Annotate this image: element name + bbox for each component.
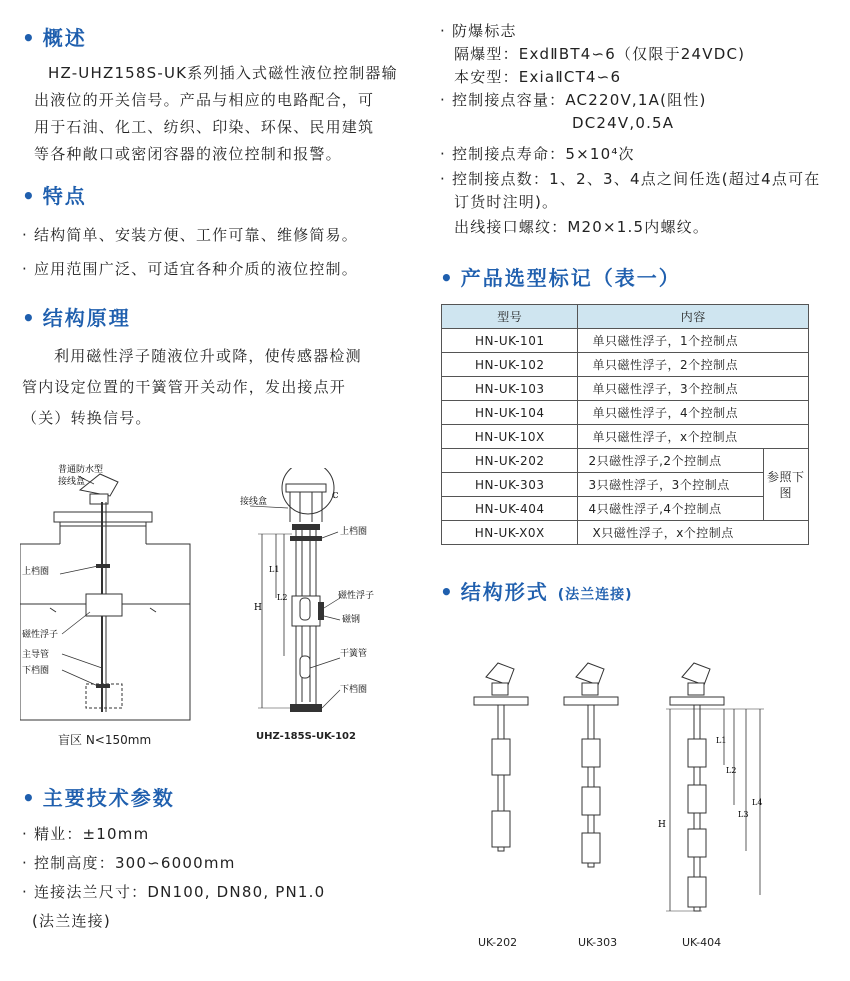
dim-L3: L3 <box>738 810 749 819</box>
caption-uk-303: UK-303 <box>578 936 618 949</box>
section-overview-heading: • 概述 <box>22 26 87 50</box>
label-lower-stop: 下档圈 <box>340 685 368 695</box>
thread-line: 出线接口螺纹：M20×1.5内螺纹。 <box>454 218 710 236</box>
label-upper-stop: 上档圈 <box>340 527 368 537</box>
dim-L4: L4 <box>752 798 763 807</box>
label-magnet: 磁钢 <box>342 615 361 625</box>
cell-model: HN-UK-103 <box>442 377 578 401</box>
principle-line: 利用磁性浮子随液位升或降，使传感器检测 <box>54 347 362 365</box>
cell-content: X只磁性浮子，x个控制点 <box>578 521 809 545</box>
cell-content: 单只磁性浮子，3个控制点 <box>578 377 809 401</box>
cell-model: HN-UK-104 <box>442 401 578 425</box>
overview-line: 用于石油、化工、纺织、印染、环保、民用建筑 <box>34 118 375 136</box>
section-selection-heading: • 产品选型标记（表一） <box>440 266 681 290</box>
header-content: 内容 <box>578 305 809 329</box>
params-list <box>22 820 325 936</box>
model-uk-202 <box>474 663 528 851</box>
table-row <box>442 401 809 425</box>
param-item: · 精业：±10mm <box>22 825 150 843</box>
params-title: 主要技术参数 <box>42 786 175 810</box>
sensor-diagram-caption: UHZ-185S-UK-102 <box>256 731 356 742</box>
capacity-line2: DC24V,0.5A <box>572 114 675 132</box>
model-uk-303 <box>564 663 618 867</box>
structure-subtitle: (法兰连接) <box>557 587 633 603</box>
explosion-label: · 防爆标志 <box>440 22 517 40</box>
structure-title: 结构形式 <box>460 580 549 604</box>
svg-text:ℂ: ℂ <box>332 491 339 500</box>
dim-H: H <box>658 820 666 830</box>
label-box-type: 普通防水型 <box>58 465 104 475</box>
table-row <box>442 425 809 449</box>
overview-line: 出液位的开关信号。产品与相应的电路配合，可 <box>34 91 375 109</box>
label-junction-box: 接线盒 <box>58 477 86 487</box>
table-note: 参照下图 <box>763 449 809 521</box>
selection-table <box>441 304 809 545</box>
cell-content: 2只磁性浮子,2个控制点 <box>578 449 763 473</box>
table-header-row <box>442 305 809 329</box>
table-title: 产品选型标记（表一） <box>460 266 681 290</box>
table-row <box>442 521 809 545</box>
label-lower-stop: 下档圈 <box>22 666 50 676</box>
dim-L2: L2 <box>277 593 288 602</box>
principle-line: （关）转换信号。 <box>22 409 152 427</box>
table-row <box>442 377 809 401</box>
features-list <box>22 222 358 283</box>
model-uk-404 <box>658 663 764 911</box>
dim-H: H <box>254 603 262 613</box>
cell-content: 4只磁性浮子,4个控制点 <box>578 497 763 521</box>
cell-content: 单只磁性浮子，1个控制点 <box>578 329 809 353</box>
cell-content: 单只磁性浮子，2个控制点 <box>578 353 809 377</box>
table-row <box>442 329 809 353</box>
cell-model: HN-UK-10X <box>442 425 578 449</box>
label-reed-switch: 干簧管 <box>340 649 368 659</box>
label-upper-stop: 上档圈 <box>22 567 50 577</box>
cell-model: HN-UK-404 <box>442 497 578 521</box>
header-model: 型号 <box>442 305 578 329</box>
overview-title: 概述 <box>42 26 87 50</box>
dim-L2: L2 <box>726 766 737 775</box>
cell-model: HN-UK-X0X <box>442 521 578 545</box>
points-line2: 订货时注明)。 <box>454 193 559 211</box>
section-features-heading: • 特点 <box>22 184 87 208</box>
cell-content: 单只磁性浮子，4个控制点 <box>578 401 809 425</box>
section-structure-heading: • 结构形式 (法兰连接) <box>440 580 633 604</box>
points-label: · 控制接点数：1、2、3、4点之间任选(超过4点可在 <box>440 170 821 188</box>
caption-uk-404: UK-404 <box>682 936 722 949</box>
caption-uk-202: UK-202 <box>478 936 518 949</box>
dim-L1: L1 <box>716 736 727 745</box>
tank-diagram-caption: 盲区 N<150mm <box>58 733 152 747</box>
cell-content: 3只磁性浮子，3个控制点 <box>578 473 763 497</box>
overview-line: HZ-UHZ158S-UK系列插入式磁性液位控制器输 <box>48 64 398 82</box>
cell-model: HN-UK-102 <box>442 353 578 377</box>
tank-installation-diagram <box>20 462 220 732</box>
cell-content: 单只磁性浮子，x个控制点 <box>578 425 809 449</box>
cell-model: HN-UK-101 <box>442 329 578 353</box>
label-magnetic-float: 磁性浮子 <box>22 630 59 640</box>
principle-title: 结构原理 <box>42 306 131 330</box>
explosion-line: 本安型：ExiaⅡCT4∽6 <box>454 68 622 86</box>
section-principle-heading: • 结构原理 <box>22 306 131 330</box>
feature-item: · 结构简单、安装方便、工作可靠、维修简易。 <box>22 226 358 244</box>
param-item: · 控制高度：300∽6000mm <box>22 854 236 872</box>
overview-line: 等各种敞口或密闭容器的液位控制和报警。 <box>34 145 342 163</box>
overview-text <box>34 60 398 168</box>
feature-item: · 应用范围广泛、可适宜各种介质的液位控制。 <box>22 260 358 278</box>
label-magnetic-float: 磁性浮子 <box>338 591 375 601</box>
label-main-tube: 主导管 <box>22 650 50 660</box>
table-row <box>442 497 809 521</box>
dim-L1: L1 <box>269 565 280 574</box>
table-row <box>442 353 809 377</box>
principle-line: 管内设定位置的干簧管开关动作，发出接点开 <box>22 378 347 396</box>
life-line: · 控制接点寿命：5×10⁴次 <box>440 145 635 163</box>
section-params-heading: • 主要技术参数 <box>22 786 175 810</box>
label-junction-box: 接线盒 <box>240 497 268 507</box>
structure-forms-diagram <box>462 655 782 927</box>
param-extra: (法兰连接) <box>32 912 111 930</box>
spec-block <box>440 20 821 239</box>
principle-text <box>22 341 362 434</box>
sensor-structure-diagram <box>232 468 392 724</box>
table-row <box>442 473 809 497</box>
explosion-line: 隔爆型：ExdⅡBT4∽6（仅限于24VDC) <box>454 45 746 63</box>
cell-model: HN-UK-303 <box>442 473 578 497</box>
features-title: 特点 <box>42 184 87 208</box>
cell-model: HN-UK-202 <box>442 449 578 473</box>
capacity-label: · 控制接点容量：AC220V,1A(阻性) <box>440 91 707 109</box>
table-row <box>442 449 809 473</box>
param-item: · 连接法兰尺寸：DN100, DN80, PN1.0 <box>22 883 326 901</box>
